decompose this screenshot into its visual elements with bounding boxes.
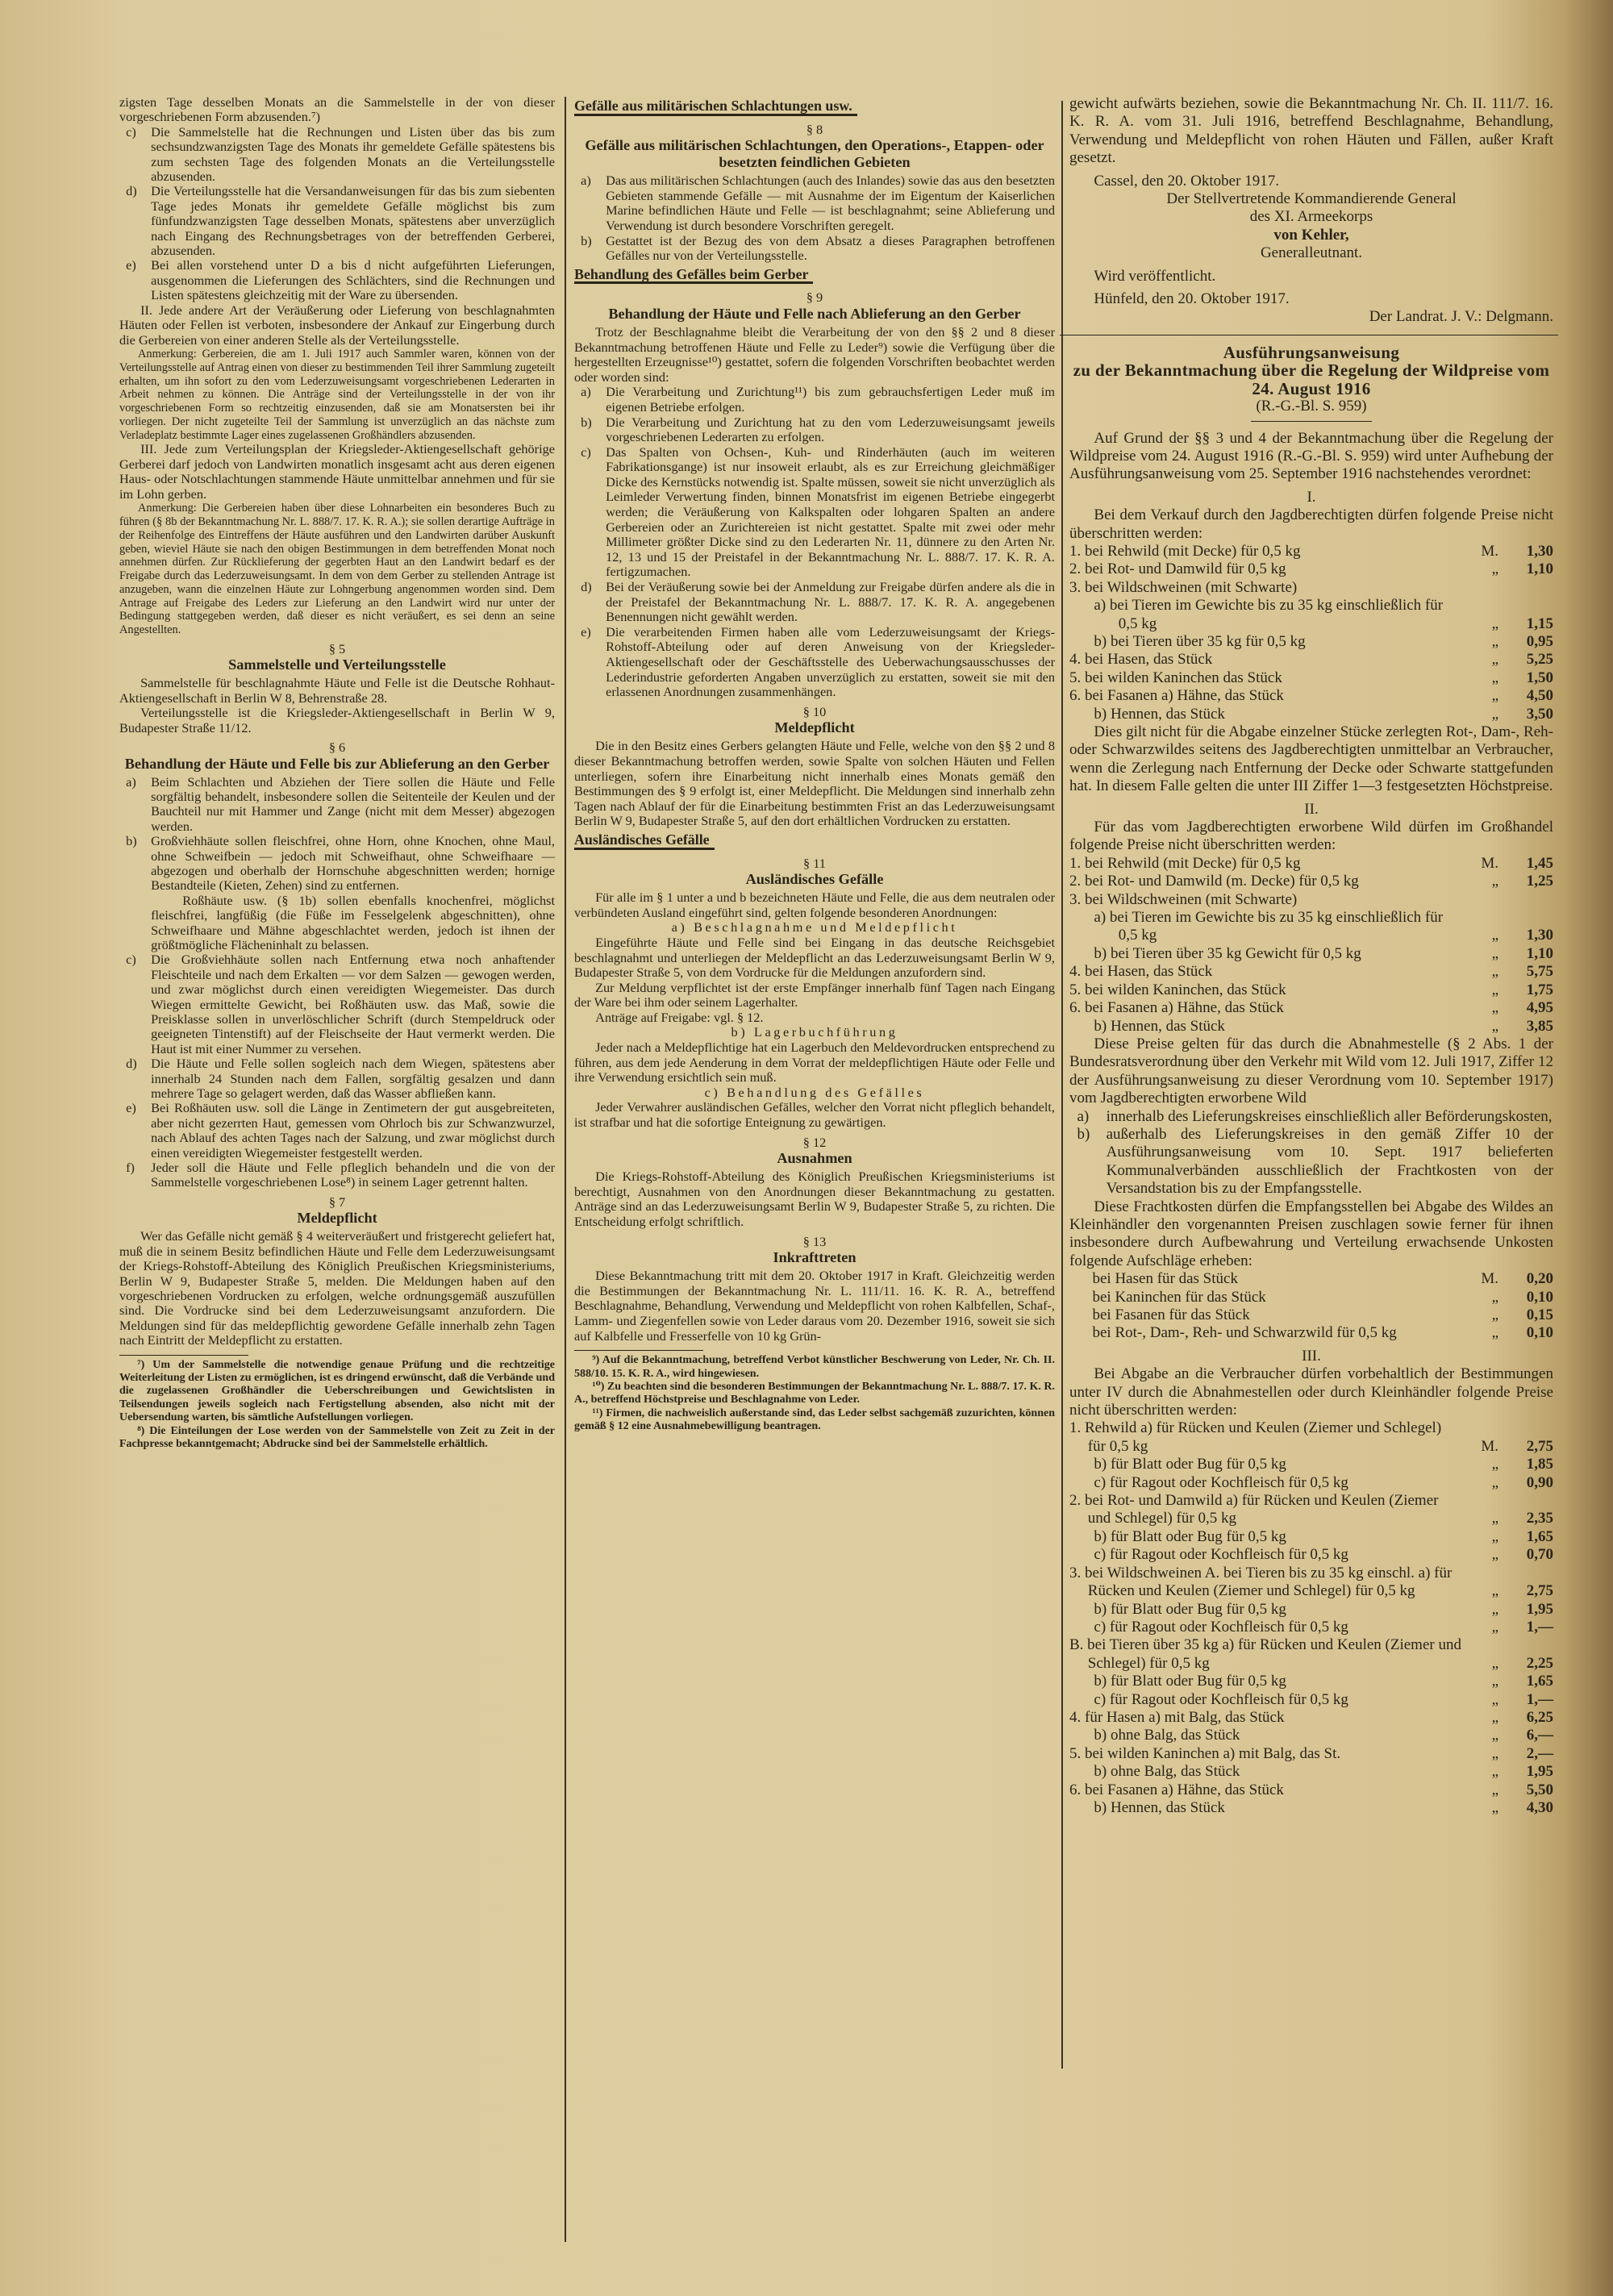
price-value: 1,10: [1526, 560, 1553, 578]
divider: [1251, 421, 1372, 422]
item-text: Die verarbeitenden Firmen haben alle vom Lederzuweisungsamt der Kriegs-Rohstoff-Abteilung oder auf deren Anweisung von der Kriegsleder-Aktiengesellschaft oder der Geschäftsstelle des Ueberwachungsausschusses der Lederindustrie geforderten Angaben unverzüglich zu erstatten, soweit sie mit den erlassenen Anordnungen zusammenhängen.: [606, 623, 1055, 700]
price-value: 1,75: [1526, 981, 1553, 998]
paragraph: Bei dem Verkauf durch den Jagdberechtigten dürfen folgende Preise nicht überschritten werden:: [1069, 506, 1553, 542]
price-currency: „: [1491, 705, 1498, 723]
price-value: 2,75: [1526, 1582, 1553, 1600]
price-row: [1069, 855, 1553, 873]
dateline: Hünfeld, den 20. Oktober 1917.: [1094, 290, 1290, 308]
price-value: 6,—: [1526, 1727, 1553, 1744]
price-row: [1069, 1745, 1553, 1763]
footnote: ⁸) Die Einteilungen der Lose werden von der Sammelstelle von Zeit zu Zeit in der Fachpresse bekanntgemacht; Abdrucke sind bei der Sammelstelle erhältlich.: [119, 1424, 555, 1450]
price-label: 3. bei Wildschweinen (mit Schwarte): [1069, 890, 1298, 908]
section-heading: Meldepflicht: [774, 719, 855, 736]
item-marker: c): [581, 444, 591, 460]
price-row: [1069, 873, 1553, 890]
price-currency: „: [1491, 1690, 1498, 1708]
price-value: 1,—: [1526, 1618, 1553, 1636]
list-item: [574, 173, 1055, 233]
item-marker: b): [1077, 1125, 1090, 1143]
price-row: [1069, 597, 1553, 633]
section-number: § 6: [328, 740, 346, 756]
paragraph: Bei Abgabe an die Verbraucher dürfen vorbehaltlich der Bestimmungen unter IV durch die Abnahmestellen oder durch Kleinhändler folgende Preise nicht überschritten werden:: [1069, 1365, 1553, 1419]
column-3: [1069, 95, 1553, 1817]
price-row: [1069, 1324, 1553, 1342]
price-currency: „: [1491, 981, 1498, 998]
price-row: [1069, 579, 1553, 597]
price-label: 5. bei wilden Kaninchen das Stück: [1069, 669, 1282, 686]
paragraph: Auf Grund der §§ 3 und 4 der Bekanntmachung über die Regelung der Wildpreise vom 24. August 1916 (R.-G.-Bl. S. 959) wird unter Aufhebung der Ausführungsanweisung vom 25. September 1916 nachstehendes verordnet:: [1069, 429, 1553, 483]
price-row: [1069, 909, 1553, 945]
item-text: Das aus militärischen Schlachtungen (auch des Inlandes) sowie das aus den besetzten Gebieten stammende Gefälle — mit Ausnahme der im Eigentum der Kaiserlichen Marine befindlichen Häute und Felle — ist beschlagnahmt; seine Ablieferung und Verwendung ist durch besondere Vorschriften geregelt.: [606, 173, 1055, 233]
price-currency: „: [1491, 1781, 1498, 1798]
price-row: [1069, 1546, 1553, 1564]
price-label: c) für Ragout oder Kochfleisch für 0,5 kg: [1094, 1473, 1348, 1491]
price-label: bei Rot-, Dam-, Reh- und Schwarzwild für 0,5 kg: [1092, 1324, 1397, 1342]
price-label: b) Hennen, das Stück: [1094, 1017, 1225, 1035]
price-currency: „: [1491, 669, 1498, 686]
price-row: [1069, 1528, 1553, 1546]
price-row: [1069, 633, 1553, 651]
item-text: Großviehhäute sollen fleischfrei, ohne Horn, ohne Knochen, ohne Maul, ohne Schweifbein — jedoch mit Schweifhaut, ohne Schweifhaare — abgezogen und oberhalb der Hornschuhe abgeschnitten werden; hornige Bestandteile (Kieten, Zehen) sind zu entfernen.: [151, 833, 555, 894]
price-label: 1. bei Rehwild (mit Decke) für 0,5 kg: [1069, 854, 1301, 872]
price-value: 6,25: [1526, 1708, 1553, 1726]
item-marker: a): [126, 773, 136, 790]
list-item: [119, 1056, 555, 1101]
price-value: 1,25: [1526, 873, 1553, 890]
paragraph: Diese Frachtkosten dürfen die Empfangsstellen bei Abgabe des Wildes an Kleinhändler den vorgenannten Preisen zuschlagen sowie ferner für ihnen insbesondere durch Aufbewahrung und Verteilung erwachsende Unkosten folgende Aufschläge erheben:: [1069, 1198, 1553, 1269]
list-item: [119, 775, 555, 835]
price-label: c) für Ragout oder Kochfleisch für 0,5 kg: [1094, 1546, 1348, 1564]
price-row: [1069, 1799, 1553, 1817]
price-currency: „: [1491, 1306, 1498, 1323]
item-marker: d): [126, 183, 137, 199]
price-label: b) Hennen, das Stück: [1094, 1798, 1225, 1816]
item-text: Die Häute und Felle sollen sogleich nach dem Wiegen, spätestens aber innerhalb 24 Stunden nach dem Fallen, sorgfältig gesalzen und dann mehrere Tage so gelagert werden, daß das Wasser abfließen kann.: [151, 1056, 555, 1102]
price-currency: „: [1491, 1546, 1498, 1564]
price-currency: M.: [1481, 854, 1498, 872]
rubric-heading: Ausländisches Gefälle: [574, 832, 715, 850]
paragraph: Jeder nach a Meldepflichtige hat ein Lagerbuch den Meldevordrucken entsprechend zu führen, aus dem jede Aenderung in dem Vorrat der meldepflichtigen Häute oder Felle und ihre Verwendung ersichtlich sein muß.: [574, 1040, 1055, 1085]
price-label: b) für Blatt oder Bug für 0,5 kg: [1094, 1673, 1286, 1690]
price-value: 4,30: [1526, 1798, 1553, 1816]
paragraph: Roßhäute usw. (§ 1b) sollen ebenfalls knochenfrei, möglichst fleischfrei, langfüßig (die Füße im Fesselgelenk abgeschnitten), ohne Schweifhaare und Mähne abgeschlachtet werden, jedoch ist ihnen der größtmögliche Flächeninhalt zu belassen.: [151, 892, 555, 952]
price-label: b) ohne Balg, das Stück: [1094, 1763, 1240, 1781]
rubric-heading-wrap: [574, 264, 1055, 286]
price-currency: „: [1491, 1600, 1498, 1618]
price-row: [1069, 981, 1553, 999]
price-value: 0,70: [1526, 1546, 1553, 1564]
price-row: [1069, 945, 1553, 963]
price-row: [1069, 1565, 1553, 1601]
price-currency: „: [1491, 687, 1498, 705]
price-row: [1069, 1456, 1553, 1473]
section-heading: Gefälle aus militärischen Schlachtungen, den Operations-, Etappen- oder besetzten feindlichen Gebieten: [585, 137, 1044, 171]
section-number: § 11: [803, 855, 826, 871]
price-currency: „: [1491, 1288, 1498, 1306]
list-item: [574, 385, 1055, 415]
item-marker: c): [126, 123, 136, 140]
price-label: 6. bei Fasanen a) Hähne, das Stück: [1069, 687, 1284, 705]
subheading: c) Behandlung des Gefälles: [704, 1084, 925, 1100]
footnote: ⁹) Auf die Bekanntmachung, betreffend Verbot künstlicher Beschwerung von Leder, Nr. Ch. II. 588/10. 15. K. R. A., wird hingewiesen.: [574, 1354, 1055, 1380]
price-currency: „: [1491, 927, 1498, 944]
paragraph: Jeder Verwahrer ausländischen Gefälles, welcher den Vorrat nicht pfleglich behandelt, ist strafbar und hat die sofortige Enteignung zu gewärtigen.: [574, 1099, 1055, 1131]
section-number: I.: [1307, 488, 1316, 506]
footnote-divider: [119, 1355, 248, 1356]
item-text: Das Spalten von Ochsen-, Kuh- und Rinderhäuten (auch im weiteren Fabrikationsgange) ist nur insoweit erlaubt, als es zur Erreichung gleichmäßiger Dicke des Kernstücks notwendig ist. Spalte müssen, soweit sie nicht unverzüglich als Leimleder Verwertung finden, binnen Monatsfrist im eigenen Betriebe eingegerbt werden; die Veräußerung von Kalkspalten oder lohgaren Spalten an andere Gerbereien oder an Zurichtereien ist nicht gestattet. Spalte mit zwei oder mehr Millimeter größter Dicke sind zu den Lederarten Nr. 11, dünnere zu den Arten Nr. 12, 13 und 15 der Preistafel in der Bekanntmachung Nr. L. 888/7. 17. K. R. A. fertigzumachen.: [606, 444, 1055, 580]
price-currency: M.: [1481, 1270, 1498, 1288]
price-label: c) für Ragout oder Kochfleisch für 0,5 kg: [1094, 1690, 1348, 1708]
column-divider: [565, 97, 566, 2242]
paragraph: III. Jede zum Verteilungsplan der Kriegsleder-Aktiengesellschaft gehörige Gerberei darf jedoch von Landwirten monatlich insgesamt acht aus deren eigenen Haus- oder Notschlachtungen stammende Häute unmittelbar annehmen und für sie im Lohn gerben.: [119, 441, 555, 502]
footnote: ¹⁰) Zu beachten sind die besonderen Bestimmungen der Bekanntmachung Nr. L. 888/7. 17. K. R. A., betreffend Höchstpreise und Beschlagnahme von Leder.: [574, 1380, 1055, 1406]
paragraph: II. Jede andere Art der Veräußerung oder Lieferung von beschlagnahmten Häuten oder Fellen ist verboten, insbesondere der Ankauf zur Eingerbung durch die Gerbereien von einer anderen Stelle als der Verteilungsstelle.: [119, 302, 555, 348]
list-item: [574, 625, 1055, 700]
subheading: b) Lagerbuchführung: [731, 1024, 898, 1040]
paragraph: Diese Preise gelten für das durch die Abnahmestelle (§ 2 Abs. 1 der Bundesratsverordnung über den Verkehr mit Wild vom 12. Juli 1917, Ziffer 12 der Ausführungsanweisung zu dieser Verordnung vom 10. September 1917) vom Jagdberechtigten erworbene Wild: [1069, 1035, 1553, 1107]
document-title: Ausführungsanweisung: [1223, 342, 1400, 362]
paragraph: Verteilungsstelle ist die Kriegsleder-Aktiengesellschaft in Berlin W 9, Budapester Straße 11/12.: [119, 705, 555, 735]
section-heading: Behandlung der Häute und Felle nach Ablieferung an den Gerber: [608, 305, 1021, 322]
column-1: [119, 95, 555, 1451]
price-label: 4. bei Hasen, das Stück: [1069, 963, 1213, 981]
price-label: 1. bei Rehwild (mit Decke) für 0,5 kg: [1069, 542, 1301, 560]
item-marker: d): [581, 579, 592, 595]
price-currency: M.: [1481, 542, 1498, 560]
item-marker: c): [126, 952, 136, 968]
price-currency: „: [1491, 1744, 1498, 1762]
price-currency: „: [1491, 1618, 1498, 1636]
price-row: [1069, 1673, 1553, 1690]
paragraph: Dies gilt nicht für die Abgabe einzelner Stücke zerlegten Rot-, Dam-, Reh- oder Schwarzwildes seitens des Jagdberechtigten unmittelbar an Verbraucher, wenn die Zerlegung nach Entfernung der Decke oder Schwarte stattgefunden hat. In diesem Falle gelten die unter III Ziffer 1—3 festgesetzten Höchstpreise.: [1069, 723, 1553, 795]
price-currency: M.: [1481, 1437, 1498, 1455]
paragraph: gewicht aufwärts beziehen, sowie die Bekanntmachung Nr. Ch. II. 111/7. 16. K. R. A. vom 31. Juli 1916, betreffend Beschlagnahme, Behandlung, Verwendung und Meldepflicht von rohen Häuten und Fällen, außer Kraft gesetzt.: [1069, 95, 1553, 167]
item-marker: b): [581, 414, 592, 430]
item-marker: a): [1077, 1107, 1090, 1125]
price-currency: „: [1491, 1527, 1498, 1545]
price-label: 3. bei Wildschweinen A. bei Tieren bis zu 35 kg einschl. a) für Rücken und Keulen (Ziemer und Schlegel) für 0,5 kg: [1069, 1564, 1453, 1600]
price-label: 2. bei Rot- und Damwild a) für Rücken und Keulen (Ziemer und Schlegel) für 0,5 kg: [1069, 1492, 1439, 1527]
price-label: b) für Blatt oder Bug für 0,5 kg: [1094, 1600, 1286, 1618]
section-heading: Inkrafttreten: [773, 1249, 857, 1266]
price-row: [1069, 1691, 1553, 1709]
price-value: 1,30: [1526, 927, 1553, 944]
price-value: 1,85: [1526, 1456, 1553, 1473]
subheading: a) Beschlagnahme und Meldepflicht: [671, 919, 958, 935]
price-value: 1,65: [1526, 1527, 1553, 1545]
signature-line: Der Stellvertretende Kommandierende General: [1166, 190, 1457, 208]
section-number: § 12: [802, 1134, 827, 1150]
price-row: [1069, 1763, 1553, 1781]
price-row: [1069, 1018, 1553, 1035]
price-row: [1069, 687, 1553, 705]
price-value: 0,95: [1526, 632, 1553, 650]
section-number: III.: [1302, 1347, 1321, 1365]
price-label: 1. Rehwild a) für Rücken und Keulen (Ziemer und Schlegel) für 0,5 kg: [1069, 1419, 1442, 1455]
item-text: innerhalb des Lieferungskreises einschließlich aller Beförderungskosten,: [1106, 1107, 1553, 1125]
price-currency: „: [1491, 1456, 1498, 1473]
price-label: b) bei Tieren über 35 kg für 0,5 kg: [1094, 632, 1306, 650]
price-label: b) ohne Balg, das Stück: [1094, 1727, 1240, 1744]
price-currency: „: [1491, 963, 1498, 981]
price-currency: „: [1491, 560, 1498, 578]
item-text: Die Sammelstelle hat die Rechnungen und Listen über das bis zum sechsundzwanzigsten Tage des Monats ihr gemeldete Gefälle spätestens bis zum sechsten Tage des folgenden Monats an die Verteilungsstelle abzusenden.: [151, 123, 555, 185]
price-label: 5. bei wilden Kaninchen, das Stück: [1069, 981, 1286, 998]
paragraph: Für alle im § 1 unter a und b bezeichneten Häute und Felle, die aus dem neutralen oder verbündeten Ausland eingeführt sind, gelten folgende besonderen Anordnungen:: [574, 890, 1055, 920]
price-row: [1069, 1781, 1553, 1799]
item-marker: b): [126, 833, 137, 849]
section-number: § 5: [328, 641, 346, 657]
item-marker: a): [581, 173, 591, 189]
price-value: 1,10: [1526, 944, 1553, 962]
price-value: 4,95: [1526, 999, 1553, 1017]
price-value: 1,15: [1526, 615, 1553, 632]
item-marker: e): [126, 1100, 136, 1116]
paragraph: Anträge auf Freigabe: vgl. § 12.: [595, 1009, 764, 1025]
price-label: bei Kaninchen für das Stück: [1092, 1288, 1266, 1306]
paragraph: Sammelstelle für beschlagnahmte Häute und Felle ist die Deutsche Rohhaut-Aktiengesellschaft in Berlin W 8, Behrenstraße 28.: [119, 675, 555, 706]
price-value: 1,95: [1526, 1600, 1553, 1618]
signature-line: des XI. Armeekorps: [1249, 208, 1373, 226]
price-label: c) für Ragout oder Kochfleisch für 0,5 kg: [1094, 1618, 1348, 1636]
price-label: 5. bei wilden Kaninchen a) mit Balg, das St.: [1069, 1744, 1341, 1762]
list-item: [1069, 1108, 1553, 1126]
price-currency: „: [1491, 944, 1498, 962]
price-value: 4,50: [1526, 687, 1553, 705]
price-currency: „: [1491, 615, 1498, 632]
price-row: [1069, 560, 1553, 578]
paragraph: Wer das Gefälle nicht gemäß § 4 weiterveräußert und fristgerecht geliefert hat, muß die in seinem Besitz befindlichen Häute und Felle dem Lederzuweisungsamt der Kriegs-Rohstoff-Abteilung des Königlich Preußischen Kriegsministeriums, Berlin W 9, Budapester Straße 5, melden. Die Meldungen haben auf den vorgeschriebenen Vordrucken zu erfolgen, welche ordnungsgemäß auszufüllen sind. Die Vordrucke sind bei dem Lederzuweisungsamt anzufordern. Die Meldungen sind für das meldepflichtig gewordene Gefälle innerhalb zehn Tagen nach Eintritt der Meldepflicht zu erstatten.: [119, 1228, 555, 1348]
price-row: [1069, 1289, 1553, 1306]
paragraph: zigsten Tage desselben Monats an die Sammelstelle in der von dieser vorgeschriebenen Form abzusenden.⁷): [119, 94, 555, 125]
price-row: [1069, 651, 1553, 669]
price-value: 0,90: [1526, 1473, 1553, 1491]
list-item: [119, 952, 555, 1056]
price-row: [1069, 1306, 1553, 1324]
price-currency: „: [1491, 1727, 1498, 1744]
list-item: [119, 125, 555, 185]
item-text: Bei allen vorstehend unter D a bis d nicht aufgeführten Lieferungen, ausgenommen die Lieferungen des Schlächters, sind die Rechnungen und Listen spätestens gleichzeitig mit der Ware zu übersenden.: [151, 257, 555, 303]
list-item: [119, 184, 555, 258]
item-text: Die Verarbeitung und Zurichtung¹¹) bis zum gebrauchsfertigen Leder muß im eigenen Betriebe erfolgen.: [606, 384, 1055, 415]
price-label: b) Hennen, das Stück: [1094, 705, 1225, 723]
signature-line: Generalleutnant.: [1260, 244, 1363, 262]
price-value: 1,—: [1526, 1690, 1553, 1708]
price-label: b) für Blatt oder Bug für 0,5 kg: [1094, 1456, 1286, 1473]
list-item: [574, 415, 1055, 445]
price-row: [1069, 999, 1553, 1017]
list-item: [574, 445, 1055, 580]
item-marker: b): [581, 232, 592, 248]
price-value: 1,50: [1526, 669, 1553, 686]
price-row: [1069, 891, 1553, 909]
rubric-heading-wrap: [574, 829, 1055, 852]
price-currency: „: [1491, 1798, 1498, 1816]
price-value: 0,20: [1526, 1270, 1553, 1288]
price-value: 0,10: [1526, 1288, 1553, 1306]
item-text: Bei Roßhäuten usw. soll die Länge in Zentimetern der gut ausgebreiteten, aber nicht gezerrten Haut, gemessen vom Ohrloch bis zur Schwanzwurzel, nach Ablauf des achten Tages nach der Salzung, und zwar möglichst durch einen vereidigten Wiegemeister festgestellt werden.: [151, 1100, 555, 1161]
paragraph: Die Kriegs-Rohstoff-Abteilung des Königlich Preußischen Kriegsministeriums ist berechtigt, Ausnahmen von den Anordnungen dieser Bekanntmachung zu gestatten. Anträge sind an das Lederzuweisungsamt Berlin W 9, Budapester Straße 5, zu richten. Die Entscheidung erfolgt schriftlich.: [574, 1169, 1055, 1229]
item-text: Beim Schlachten und Abziehen der Tiere sollen die Häute und Felle sorgfältig behandelt, insbesondere sollen die Seitenteile der Keulen und der Bauchteil nur mit Hammer und Zange (nicht mit dem Messer) abgezogen werden.: [151, 773, 555, 834]
dateline: Wird veröffentlicht.: [1094, 267, 1216, 285]
section-number: § 8: [806, 121, 823, 137]
paragraph: Diese Bekanntmachung tritt mit dem 20. Oktober 1917 in Kraft. Gleichzeitig werden die Bestimmungen der Bekanntmachung Nr. L. 111/11. 16. K. R. A., betreffend Beschlagnahme, Behandlung, Verwendung und Meldepflicht von rohen Kalbfellen, Schaf-, Lamm- und Ziegenfellen sowie von Leder daraus vom 20. Dezember 1916, soweit sie sich auf Kalbfelle und Fresserfelle von 10 kg Grün-: [574, 1268, 1055, 1344]
price-label: B. bei Tieren über 35 kg a) für Rücken und Keulen (Ziemer und Schlegel) für 0,5 kg: [1069, 1636, 1461, 1672]
item-text: Gestattet ist der Bezug des von dem Absatz a dieses Paragraphen betroffenen Gefälles nur von der Verteilungsstelle.: [606, 232, 1055, 264]
price-currency: „: [1491, 873, 1498, 890]
price-currency: „: [1491, 1673, 1498, 1690]
price-label: 2. bei Rot- und Damwild für 0,5 kg: [1069, 560, 1286, 578]
price-currency: „: [1491, 1763, 1498, 1781]
list-item: [119, 258, 555, 302]
footnote: ¹¹) Firmen, die nachweislich außerstande sind, das Leder selbst sachgemäß zuzurichten, können gemäß § 12 eine Ausnahmebewilligung beantragen.: [574, 1406, 1055, 1433]
price-currency: „: [1491, 1473, 1498, 1491]
section-heading: Behandlung der Häute und Felle bis zur Ablieferung an den Gerber: [124, 755, 550, 772]
price-currency: „: [1491, 1510, 1498, 1527]
price-label: bei Hasen für das Stück: [1092, 1270, 1238, 1288]
section-number: § 9: [806, 290, 823, 306]
item-text: Jeder soll die Häute und Felle pfleglich behandeln und die von der Sammelstelle vorgeschriebenen Lose⁸) in seinem Lager getrennt halten.: [151, 1160, 555, 1190]
dateline: Cassel, den 20. Oktober 1917.: [1094, 172, 1279, 190]
annotation-note: Anmerkung: Gerbereien, die am 1. Juli 1917 auch Sammler waren, können von der Verteilungsstelle auf Antrag einen von dieser zu bestimmenden Teil ihrer Sammlung zugeteilt erhalten, um ihn sofort zu den vom Lederzuweisungsamt vorgeschriebenen Lederarten in Arbeit nehmen zu können. Die Anträge sind der Verteilungsstelle in der von ihr vorgeschriebenen Form so rechtzeitig einzusenden, daß sie am Monatsersten bei ihr vorliegen. Der nicht zugeteilte Teil der Sammlung ist unverzüglich an das nächste zum Verladeplatz bestimmte Lager eines zugelassenen Großhändlers abzusenden.: [119, 347, 555, 442]
price-label: 6. bei Fasanen a) Hähne, das Stück: [1069, 1781, 1284, 1798]
price-currency: „: [1491, 999, 1498, 1017]
price-label: 3. bei Wildschweinen (mit Schwarte): [1069, 578, 1298, 596]
footnote-divider: [574, 1350, 703, 1351]
section-heading: Meldepflicht: [297, 1210, 377, 1227]
item-marker: a): [581, 384, 591, 400]
price-value: 3,85: [1526, 1017, 1553, 1035]
price-currency: „: [1491, 1654, 1498, 1672]
list-item: [119, 1101, 555, 1161]
price-value: 2,35: [1526, 1510, 1553, 1527]
price-row: [1069, 1619, 1553, 1636]
section-number: § 10: [802, 703, 827, 719]
price-value: 1,95: [1526, 1763, 1553, 1781]
price-value: 2,75: [1526, 1437, 1553, 1455]
list-item: [574, 580, 1055, 625]
price-value: 3,50: [1526, 705, 1553, 723]
item-text: Bei der Veräußerung sowie bei der Anmeldung zur Freigabe dürfen andere als die in der Preistafel der Bekanntmachung Nr. L. 888/7. 17. K. R. A. angegebenen Benennungen nicht gewählt werden.: [606, 579, 1055, 625]
rubric-heading: Behandlung des Gefälles beim Gerber: [574, 267, 813, 285]
price-currency: „: [1491, 632, 1498, 650]
price-value: 5,25: [1526, 651, 1553, 669]
item-text: Die Verarbeitung und Zurichtung hat zu den vom Lederzuweisungsamt jeweils vorgeschriebenen Lederarten zu erfolgen.: [606, 414, 1055, 445]
footnote: ⁷) Um der Sammelstelle die notwendige genaue Prüfung und die rechtzeitige Weiterleitung der Listen zu ermöglichen, ist es dringend erwünscht, daß die Verbände und die zugelassenen Großhändler die Ueberschreibungen und Gewichtslisten in Teilsendungen jeweils sogleich nach Fertigstellung absenden, also nicht mit der Uebersendung warten, bis sämtliche Aufstellungen vorliegen.: [119, 1358, 555, 1424]
price-label: bei Fasanen für das Stück: [1092, 1306, 1250, 1323]
paragraph: Trotz der Beschlagnahme bleibt die Verarbeitung der von den §§ 2 und 8 dieser Bekanntmachung betroffenen Häute und Felle zu Leder⁹) sowie die Verfügung über die hergestellten Erzeugnisse¹⁰) gestattet, sofern die folgenden Vorschriften beobachtet werden oder worden sind:: [574, 323, 1055, 385]
list-item: [119, 1161, 555, 1190]
item-marker: d): [126, 1056, 137, 1072]
price-value: 0,15: [1526, 1306, 1553, 1323]
paragraph: Zur Meldung verpflichtet ist der erste Empfänger innerhalb fünf Tagen nach Eingang der Ware bei ihm oder seinem Lagerhalter.: [574, 979, 1055, 1010]
paragraph: Eingeführte Häute und Felle sind bei Eingang in das deutsche Reichsgebiet beschlagnahmt und unterliegen der Meldepflicht an das Lederzuweisungsamt Berlin W 9, Budapester Straße 5, von dem Vordrucke für die Meldungen anzufordern sind.: [574, 934, 1055, 981]
price-row: [1069, 1601, 1553, 1619]
price-label: a) bei Tieren im Gewichte bis zu 35 kg einschließlich für 0,5 kg: [1094, 597, 1444, 632]
list-item: [119, 834, 555, 894]
price-currency: „: [1491, 1324, 1498, 1342]
section-number: § 13: [802, 1233, 827, 1249]
price-label: 2. bei Rot- und Damwild (m. Decke) für 0,5 kg: [1069, 873, 1359, 890]
item-marker: e): [126, 257, 136, 273]
signature-line: (R.-G.-Bl. S. 959): [1256, 398, 1367, 415]
rubric-heading-wrap: [574, 95, 1055, 118]
price-value: 2,—: [1526, 1744, 1553, 1762]
price-row: [1069, 1270, 1553, 1288]
price-currency: „: [1491, 651, 1498, 669]
column-2: [574, 95, 1055, 1434]
price-row: [1069, 1474, 1553, 1492]
section-heading: Sammelstelle und Verteilungsstelle: [228, 656, 446, 673]
signature-line: Der Landrat. J. V.: Delgmann.: [1369, 308, 1553, 326]
price-label: 6. bei Fasanen a) Hähne, das Stück: [1069, 999, 1284, 1017]
document-title: zu der Bekanntmachung über die Regelung der Wildpreise vom 24. August 1916: [1073, 360, 1550, 398]
price-row: [1069, 1727, 1553, 1744]
paragraph: Die in den Besitz eines Gerbers gelangten Häute und Felle, welche von den §§ 2 und 8 dieser Bekanntmachung betroffen werden, sowie Spalte von solchen Häuten und Fellen unterliegen, sofern ihre Einarbeitung nicht innerhalb eines Monats gemäß den Bestimmungen des § 9 erfolgt ist, einer Meldepflicht. Die Meldungen sind innerhalb zehn Tagen nach Ablauf der für die Einarbeitung bestimmten Frist an das Lederzuweisungsamt Berlin W 9, Budapester Straße 5, auf den dort erhältlichen Vordrucken zu erstatten.: [574, 738, 1055, 829]
price-row: [1069, 706, 1553, 723]
price-value: 1,30: [1526, 542, 1553, 560]
price-row: [1069, 543, 1553, 560]
price-currency: „: [1491, 1582, 1498, 1600]
price-row: [1069, 963, 1553, 981]
price-value: 1,45: [1526, 854, 1553, 872]
price-row: [1069, 669, 1553, 687]
price-row: [1069, 1709, 1553, 1727]
rubric-heading: Gefälle aus militärischen Schlachtungen usw.: [574, 98, 857, 116]
price-row: [1069, 1492, 1553, 1528]
section-heading: Ausländisches Gefälle: [745, 871, 884, 888]
price-label: b) bei Tieren über 35 kg Gewicht für 0,5 kg: [1094, 944, 1361, 962]
price-value: 0,10: [1526, 1324, 1553, 1342]
list-item: [574, 234, 1055, 264]
price-row: [1069, 1636, 1553, 1673]
list-item: [1069, 1126, 1553, 1198]
item-text: Die Verteilungsstelle hat die Versandanweisungen für das bis zum siebenten Tage jedes Monats ihr gemeldete Gefälle möglichst bis zum fünfundzwanzigsten Tage desselben Monats, spätestens aber unverzüglich nach Eingang des Rechnungsbetrages von der betreffenden Gerberei, abzusenden.: [151, 183, 555, 259]
item-marker: e): [581, 623, 591, 640]
price-label: b) für Blatt oder Bug für 0,5 kg: [1094, 1527, 1286, 1545]
item-text: außerhalb des Lieferungskreises in den gemäß Ziffer 10 der Ausführungsanweisung vom 10. Sept. 1917 belieferten Kommunalverbänden ausschließlich der Frachtkosten von der Versandstation bis zu der Empfangsstelle.: [1106, 1125, 1553, 1198]
price-row: [1069, 1419, 1553, 1456]
signatory-name: von Kehler,: [1273, 226, 1349, 244]
price-label: a) bei Tieren im Gewichte bis zu 35 kg einschließlich für 0,5 kg: [1094, 909, 1444, 944]
price-currency: „: [1491, 1708, 1498, 1726]
item-text: Die Großviehhäute sollen nach Entfernung etwa noch anhaftender Fleischteile und nach dem Erkalten — vor dem Salzen — gewogen werden, und zwar möglichst durch einen vereidigten Wiegemeister. Das durch Wiegen ermittelte Gewicht, bei Roßhäuten usw. das Maß, sowie die Preisklasse sollen in unverlöschlicher Schrift (durch Stempeldruck oder geeigneten Tintenstift) auf der Fleischseite der Haut vermerkt werden. Die Haut ist mit einer Nummer zu versehen.: [151, 952, 555, 1056]
price-value: 1,65: [1526, 1673, 1553, 1690]
price-label: 4. für Hasen a) mit Balg, das Stück: [1069, 1708, 1285, 1726]
section-number: § 7: [328, 1194, 346, 1210]
price-value: 5,50: [1526, 1781, 1553, 1798]
section-number: II.: [1304, 800, 1319, 818]
column-divider: [1061, 101, 1063, 2069]
annotation-note: Anmerkung: Die Gerbereien haben über diese Lohnarbeiten ein besonderes Buch zu führen (§ 8b der Bekanntmachung Nr. L. 888/7. 17. K. R. A.); sie sollen derartige Aufträge in der Reihenfolge des Eintreffens der Häute ausführen und den Landwirten darüber Auskunft geben, wieviel Häute sie nach den obigen Bestimmungen in dem betreffenden Monat noch annehmen dürfen. Zur Rücklieferung der gegerbten Haut an den Landwirt bedarf es der Freigabe durch das Lederzuweisungsamt. In dem von dem Gerber zu stellenden Antrage ist anzugeben, wann die einzelnen Häute zur Lohngerbung angenommen worden sind. Dem Antrage auf Freigabe des Leders zur Lieferung an den Landwirt wird nur unter der Bedingung stattgegeben werden, daß dieser es nicht veräußert, es sei denn an seine Angestellten.: [119, 502, 555, 637]
price-value: 2,25: [1526, 1654, 1553, 1672]
price-value: 5,75: [1526, 963, 1553, 981]
paragraph: Für das vom Jagdberechtigten erworbene Wild dürfen im Großhandel folgende Preise nicht überschritten werden:: [1069, 819, 1553, 854]
section-heading: Ausnahmen: [777, 1150, 852, 1167]
price-currency: „: [1491, 1017, 1498, 1035]
item-marker: f): [126, 1160, 135, 1176]
price-label: 4. bei Hasen, das Stück: [1069, 651, 1213, 669]
